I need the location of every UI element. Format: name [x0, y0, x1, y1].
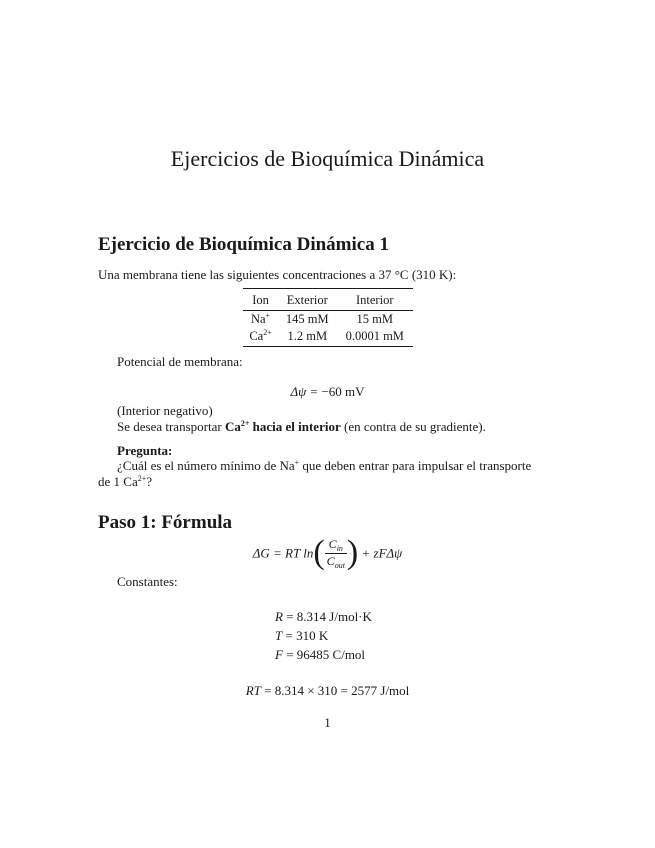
interior-note: (Interior negativo) — [117, 403, 213, 418]
potential-equation — [0, 384, 655, 400]
constant-t — [275, 628, 372, 647]
transport-line — [117, 419, 486, 435]
table-header-interior: Interior — [356, 292, 394, 307]
page-number: 1 — [324, 715, 331, 730]
ion-symbol: Ca — [249, 329, 264, 343]
transport-ion: Ca — [224, 419, 241, 434]
ion-charge: + — [265, 311, 271, 320]
table-bottom-rule — [243, 346, 413, 347]
table-cell-ion — [243, 311, 278, 328]
constant-value: = 96485 C/mol — [282, 647, 366, 662]
transport-charge: 2+ — [240, 419, 250, 428]
potential-label: Potencial de membrana: — [117, 354, 243, 369]
transport-pre: Se desea transportar — [117, 419, 225, 434]
table-cell-ion — [243, 328, 278, 345]
concentration-table — [243, 289, 413, 345]
question-line1-pre: ¿Cuál es el número mínimo de Na — [117, 458, 295, 473]
ion-charge: 2+ — [263, 328, 272, 337]
denominator-symbol: C — [326, 554, 335, 568]
table-header-ion: Ion — [252, 292, 269, 307]
formula-rhs: + zFΔψ — [361, 545, 403, 561]
transport-post: (en contra de su gradiente). — [340, 419, 486, 434]
numerator-symbol: C — [328, 537, 337, 551]
formula-lhs: ΔG = RT ln — [252, 545, 314, 561]
question-line-2 — [98, 474, 152, 490]
step1-heading: Paso 1: Fórmula — [98, 512, 233, 533]
rt-value: = 8.314 × 310 = 2577 J/mol — [260, 683, 410, 698]
ion-symbol: Na — [250, 312, 266, 326]
table-cell-exterior: 1.2 mM — [287, 329, 328, 343]
table-row — [243, 311, 413, 328]
constant-value: = 310 K — [282, 628, 329, 643]
table-cell-exterior: 145 mM — [285, 312, 329, 326]
fraction-denominator — [325, 554, 347, 570]
constants-label: Constantes: — [117, 574, 178, 589]
question-line2-charge: 2+ — [137, 474, 147, 483]
table-header-exterior: Exterior — [286, 292, 328, 307]
constants-list — [275, 609, 372, 666]
constant-symbol: F — [275, 647, 283, 662]
document-title: Ejercicios de Bioquímica Dinámica — [170, 146, 485, 171]
fraction-numerator — [325, 537, 347, 554]
left-paren: ( — [313, 533, 325, 571]
constant-symbol: T — [275, 628, 283, 643]
numerator-subscript: in — [336, 544, 343, 553]
table-row — [243, 328, 413, 345]
exercise-heading: Ejercicio de Bioquímica Dinámica 1 — [98, 234, 389, 255]
table-cell-interior: 15 mM — [356, 312, 393, 326]
constant-symbol: R — [275, 609, 283, 624]
table-header-row — [243, 289, 413, 311]
question-line1-post: que deben entrar para impulsar el transporte — [299, 458, 532, 473]
denominator-subscript: out — [334, 561, 345, 570]
question-line2-pre: de 1 Ca — [98, 474, 138, 489]
table-cell-interior: 0.0001 mM — [345, 329, 404, 343]
potential-lhs: Δψ = — [290, 384, 322, 399]
constant-f — [275, 647, 372, 666]
question-line1-charge: + — [294, 458, 300, 467]
question-label: Pregunta: — [117, 443, 173, 458]
potential-rhs: −60 mV — [321, 384, 365, 399]
question-line2-post: ? — [146, 474, 153, 489]
constant-value: = 8.314 J/mol·K — [282, 609, 372, 624]
question-line-1 — [117, 458, 531, 474]
exercise-intro: Una membrana tiene las siguientes concentraciones a 37 °C (310 K): — [98, 267, 457, 282]
rt-symbol: RT — [245, 683, 261, 698]
rt-calculation — [0, 683, 655, 699]
concentration-fraction — [325, 537, 347, 570]
gibbs-formula — [0, 533, 655, 571]
constant-r — [275, 609, 372, 628]
transport-direction: hacia el interior — [249, 419, 341, 434]
right-paren: ) — [346, 533, 359, 571]
